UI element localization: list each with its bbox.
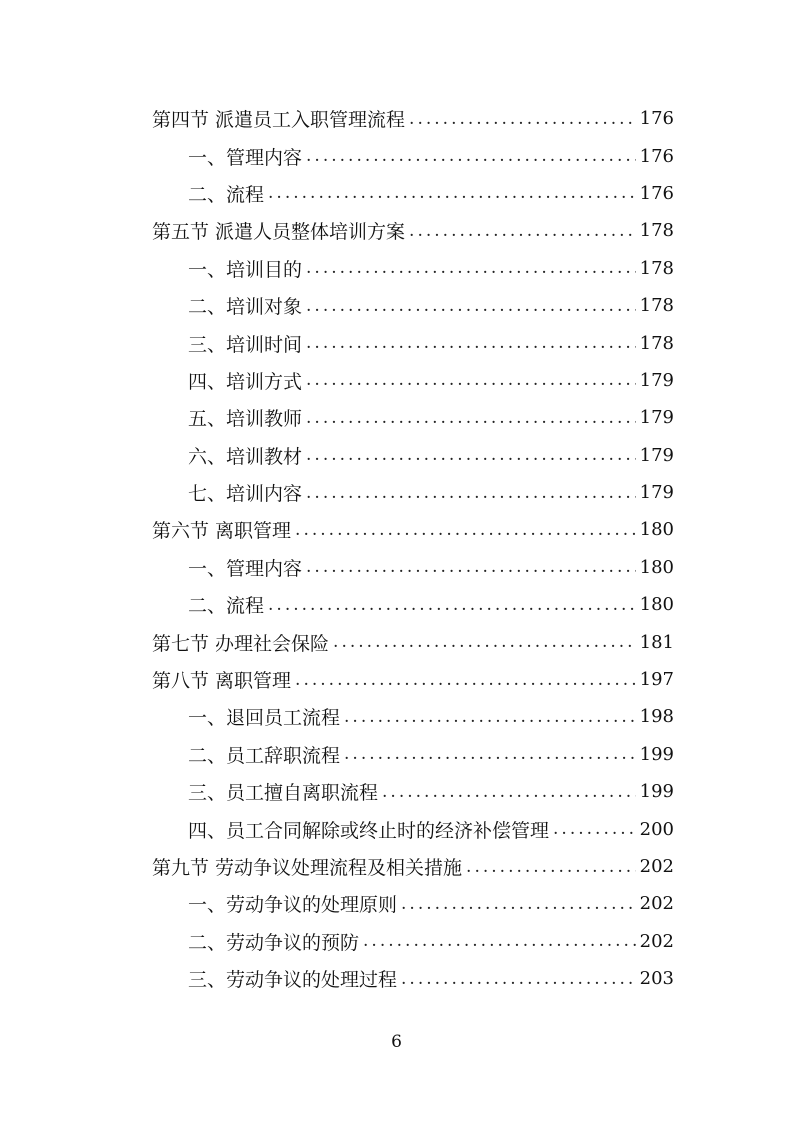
toc-entry-title: 一、管理内容	[188, 557, 303, 580]
toc-entry-page-number: 179	[639, 369, 674, 391]
toc-subsection-entry[interactable]	[152, 586, 674, 623]
toc-subsection-entry[interactable]	[152, 175, 674, 212]
toc-entry-page-number: 203	[639, 968, 674, 990]
toc-entry-title: 第八节 离职管理	[152, 670, 292, 693]
toc-entry-page-number: 179	[639, 482, 674, 504]
toc-dot-leader	[295, 670, 636, 690]
toc-entry-title: 三、员工擅自离职流程	[188, 782, 379, 805]
toc-entry-page-number: 176	[639, 182, 674, 204]
toc-entry-page-number: 198	[639, 706, 674, 728]
toc-dot-leader	[333, 632, 636, 652]
toc-entry-title: 第五节 派遣人员整体培训方案	[152, 221, 406, 244]
toc-entry-page-number: 180	[639, 556, 674, 578]
toc-dot-leader	[409, 109, 636, 129]
toc-dot-leader	[295, 520, 636, 540]
toc-entry-page-number: 178	[639, 257, 674, 279]
toc-section-entry[interactable]	[152, 100, 674, 137]
toc-subsection-entry[interactable]	[152, 698, 674, 735]
toc-subsection-entry[interactable]	[152, 960, 674, 997]
toc-dot-leader	[306, 408, 636, 428]
toc-dot-leader	[306, 557, 636, 577]
toc-entry-page-number: 200	[639, 818, 674, 840]
toc-entry-page-number: 180	[639, 594, 674, 616]
toc-entry-page-number: 199	[639, 743, 674, 765]
toc-entry-page-number: 202	[639, 856, 674, 877]
toc-entry-page-number: 197	[639, 669, 674, 691]
toc-dot-leader	[409, 221, 636, 241]
toc-subsection-entry[interactable]	[152, 399, 674, 436]
toc-entry-title: 一、劳动争议的处理原则	[188, 894, 398, 917]
toc-entry-page-number: 179	[639, 444, 674, 466]
toc-section-entry[interactable]	[152, 623, 674, 660]
toc-entry-page-number: 202	[639, 893, 674, 915]
toc-entry-title: 二、员工辞职流程	[188, 744, 341, 767]
toc-entry-title: 三、培训时间	[188, 333, 303, 356]
toc-entry-title: 五、培训教师	[188, 408, 303, 431]
toc-subsection-entry[interactable]	[152, 923, 674, 960]
toc-dot-leader	[306, 333, 636, 353]
toc-entry-page-number: 180	[639, 519, 674, 541]
toc-entry-page-number: 199	[639, 781, 674, 803]
toc-dot-leader	[306, 258, 636, 278]
toc-entry-title: 二、流程	[188, 183, 265, 206]
toc-entry-page-number: 202	[639, 930, 674, 952]
toc-section-entry[interactable]	[152, 212, 674, 249]
toc-dot-leader	[344, 707, 636, 727]
toc-subsection-entry[interactable]	[152, 287, 674, 324]
toc-entry-title: 四、员工合同解除或终止时的经济补偿管理	[188, 819, 550, 842]
toc-entry-title: 第六节 离职管理	[152, 520, 292, 543]
toc-entry-title: 一、培训目的	[188, 258, 303, 281]
toc-entry-page-number: 178	[639, 295, 674, 317]
toc-entry-title: 二、劳动争议的预防	[188, 931, 360, 954]
toc-subsection-entry[interactable]	[152, 810, 674, 847]
toc-section-entry[interactable]	[152, 511, 674, 548]
toc-entry-title: 四、培训方式	[188, 370, 303, 393]
toc-entry-page-number: 176	[639, 108, 674, 130]
toc-subsection-entry[interactable]	[152, 324, 674, 361]
toc-dot-leader	[268, 183, 636, 203]
toc-subsection-entry[interactable]	[152, 137, 674, 174]
toc-subsection-entry[interactable]	[152, 362, 674, 399]
toc-dot-leader	[363, 931, 636, 951]
toc-subsection-entry[interactable]	[152, 250, 674, 287]
toc-entry-title: 第四节 派遣员工入职管理流程	[152, 109, 406, 132]
page-number: 6	[391, 1032, 402, 1052]
toc-subsection-entry[interactable]	[152, 474, 674, 511]
toc-entry-page-number: 178	[639, 332, 674, 354]
toc-entry-page-number: 176	[639, 145, 674, 167]
toc-subsection-entry[interactable]	[152, 773, 674, 810]
toc-section-entry[interactable]	[152, 661, 674, 698]
toc-entry-page-number: 179	[639, 407, 674, 429]
toc-entry-title: 一、管理内容	[188, 146, 303, 169]
toc-dot-leader	[306, 445, 636, 465]
toc-subsection-entry[interactable]	[152, 437, 674, 474]
table-of-contents	[152, 100, 674, 997]
toc-dot-leader	[306, 146, 636, 166]
toc-dot-leader	[306, 483, 636, 503]
toc-dot-leader	[344, 744, 636, 764]
toc-entry-title: 二、培训对象	[188, 296, 303, 319]
toc-entry-page-number: 181	[639, 631, 674, 653]
toc-entry-title: 七、培训内容	[188, 483, 303, 506]
toc-dot-leader	[268, 595, 636, 615]
toc-dot-leader	[401, 969, 636, 989]
toc-entry-title: 三、劳动争议的处理过程	[188, 969, 398, 992]
toc-subsection-entry[interactable]	[152, 885, 674, 922]
toc-subsection-entry[interactable]	[152, 736, 674, 773]
toc-entry-title: 第七节 办理社会保险	[152, 632, 330, 655]
toc-dot-leader	[306, 296, 636, 316]
toc-entry-title: 一、退回员工流程	[188, 707, 341, 730]
toc-entry-title: 二、流程	[188, 595, 265, 618]
toc-section-entry[interactable]	[152, 848, 674, 885]
toc-dot-leader	[466, 857, 636, 877]
toc-dot-leader	[306, 370, 636, 390]
toc-subsection-entry[interactable]	[152, 549, 674, 586]
toc-entry-title: 六、培训教材	[188, 445, 303, 468]
toc-dot-leader	[382, 782, 636, 802]
toc-dot-leader	[401, 894, 636, 914]
toc-entry-title: 第九节 劳动争议处理流程及相关措施	[152, 857, 463, 879]
toc-entry-page-number: 178	[639, 220, 674, 242]
toc-dot-leader	[553, 819, 636, 839]
